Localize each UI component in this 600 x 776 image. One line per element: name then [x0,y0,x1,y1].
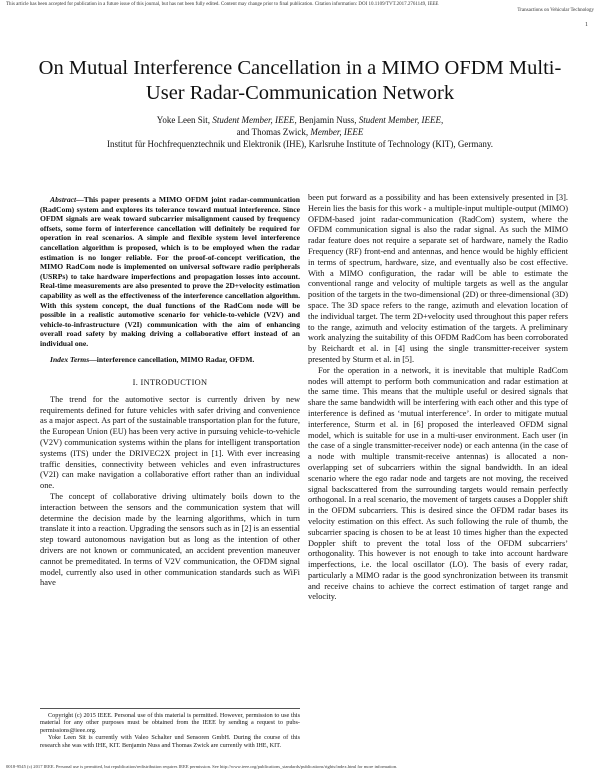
right-paragraph-1: been put forward as a possibility and has been extensively presented in [3]. Herein lies the basis for this work - a multiple-input multiple-output (MIMO) OFDM-based joint radar-communication (RadCom) system, where the OFDM communication signal is also the radar signal. As such the MIMO radar feature does not require a separate set of hardware, namely the Radio Frequency (RF) front-end and antennas, and hence would be highly efficient in terms of spectrum, hardware, size, and eventually also be cost effective. With a MIMO configuration, the radar will be able to estimate the conventional range and velocity of multiple targets as well as the angular position of the targets in the two-dimensional (2D) or three-dimensional (3D) space. The 3D space refers to the range, azimuth and elevation location of the individual target. The term 2D+velocity used throughout this paper refers to the range, azimuth and velocity estimation of the targets. A preliminary work analyzing the suitability of this OFDM RadCom has been corroborated by Reichardt et al. in [4] using the single transmitter-receiver system presented by Sturm et al. in [5]. [308,193,568,364]
abstract-label: Abstract [50,195,77,204]
left-column [40,195,300,589]
footnote-affiliation: Yoke Leen Sit is currently with Valeo Schalter und Sensoren GmbH. During the course of this research she was with IHE, KIT. Benjamin Nuss and Thomas Zwick are currently with IHE, KIT. [40,734,300,749]
journal-notice-line2: Transactions on Vehicular Technology [517,8,594,13]
intro-paragraph-1: The trend for the automotive sector is currently driven by new requirements defined for future vehicles with safer driving and convenience as a major aspect. As part of the sustainable transportation plan for the future, the European Union (EU) has been very active in pursuing vehicle-to-vehicle (V2V) communication systems within the plans for intelligent transportation systems (ITS) under the DRIVEC2X project in [1]. With ever increasing traffic densities, connectivity between vehicles and even infrastructures (V2I) can make navigation a collaborative effort rather than an individual one. [40,394,300,491]
section-heading-introduction: I. INTRODUCTION [132,378,208,388]
right-column [308,193,568,603]
journal-notice [6,2,594,14]
page-number: 1 [585,22,588,28]
index-terms [40,355,300,365]
right-paragraph-2: For the operation in a network, it is inevitable that multiple RadCom nodes will attempt to perform both communication and radar estimation at the same time. This means that the multiple useful or desired signals that share the same bandwidth will be interfering with each other and this type of interference is defined as ‘mutual interference’. In order to mitigate mutual interference, Sturm et al. in [6] proposed the interleaved OFDM signal model, which is suitable for use in a multi-user environment. Each user (in the case of a single transmitter-receiver node) or each antenna (in the case of a node with multiple transmit-receive antennas) is allocated a non-overlapping set of subcarriers within the signal bandwidth. In an ideal scenario where the ego radar node and targets are not moving, the received signal backscattered from the surrounding targets would remain perfectly orthogonal. In a real scenario, the movement of targets causes a Doppler shift in the OFDM subcarriers. This is desired since the OFDM radar bases its velocity estimation on this effect. As such following the rule of thumb, the subcarrier spacing is chosen to be at least 10 times higher than the expected Doppler shift to prevent the total loss of the OFDM subcarriers’ orthogonality. This however is not enough to take into account hardware imperfections, i.e. the local oscillator (LO). The basis of every radar, particularly a MIMO radar is the good synchronization between its transmit and receive chains to achieve the correct estimation of target range and velocity. [308,365,568,602]
index-terms-label: Index Terms [50,354,90,364]
intro-paragraph-2: The concept of collaborative driving ultimately boils down to the interaction between the sensors and the communication system that will determine the decision made by the learning algorithms, which in turn translate it into a reaction. Upgrading the sensors such as in [2] is an essential step toward autonomous navigation but as long as the intention of other drivers are not known or communicated, an accident prevention maneuver cannot be premeditated. In terms of V2V communication, the OFDM signal model, currently also used in other communication standards such as WiFi have [40,492,300,588]
footnote-copyright: Copyright (c) 2015 IEEE. Personal use of this material is permitted. However, permission to use this material for any other purposes must be obtained from the IEEE by sending a request to pubs-permissions@ieee.org. [40,712,300,734]
author-block [20,114,580,150]
copyright-footnote [40,708,300,749]
authors-line-2: and Thomas Zwick, Member, IEEE [236,127,364,137]
authors-line-1: Yoke Leen Sit, Student Member, IEEE, Benjamin Nuss, Student Member, IEEE, [156,115,444,125]
page-footer: 0018-9545 (c) 2017 IEEE. Personal use is permitted, but republication/redistribution requires IEEE permission. See http://www.ieee.org/publications_standards/publications/rights/index.html for more information. [6,764,398,769]
journal-notice-line1: This article has been accepted for publication in a future issue of this journal, but has not been fully edited. Content may change prior to final publication. Citation information: DOI 10.1109/TVT.2017.2761149, IEEE [6,2,439,7]
paper-title: On Mutual Interference Cancellation in a MIMO OFDM Multi-User Radar-Communication Network [38,57,562,104]
index-terms-text: —interference cancellation, MIMO Radar, OFDM. [89,354,255,364]
affiliation: Institut für Hochfrequenztechnik und Elektronik (IHE), Karlsruhe Institute of Technology (KIT), Germany. [106,139,493,149]
abstract [40,195,300,349]
abstract-text: —This paper presents a MIMO OFDM joint radar-communication (RadCom) system and explores its tolerance toward mutual interference. Since OFDM signals are weak toward subcarrier misalignment caused by frequency offsets, some form of interference cancellation will definitely be required for operation in real scenarios. A simple and flexible system level interference cancellation algorithm is proposed, which is to be employed when the radar estimation is no longer reliable. For the proof-of-concept verification, the MIMO RadCom node is implemented on universal software radio peripherals (USRPs) to take hardware imperfections and propagation losses into account. Real-time measurements are also presented to prove the 2D+velocity estimation capability as well as the effectiveness of the interference cancellation algorithm. With this system concept, the dual functions of the RadCom node will be possible in a realistic automotive scenario for vehicle-to-vehicle (V2V) and vehicle-to-infrastructure (V2I) communication with the aim of enhancing overall road safety by making driving a collaborative effort instead of an individual one. [40,195,300,348]
